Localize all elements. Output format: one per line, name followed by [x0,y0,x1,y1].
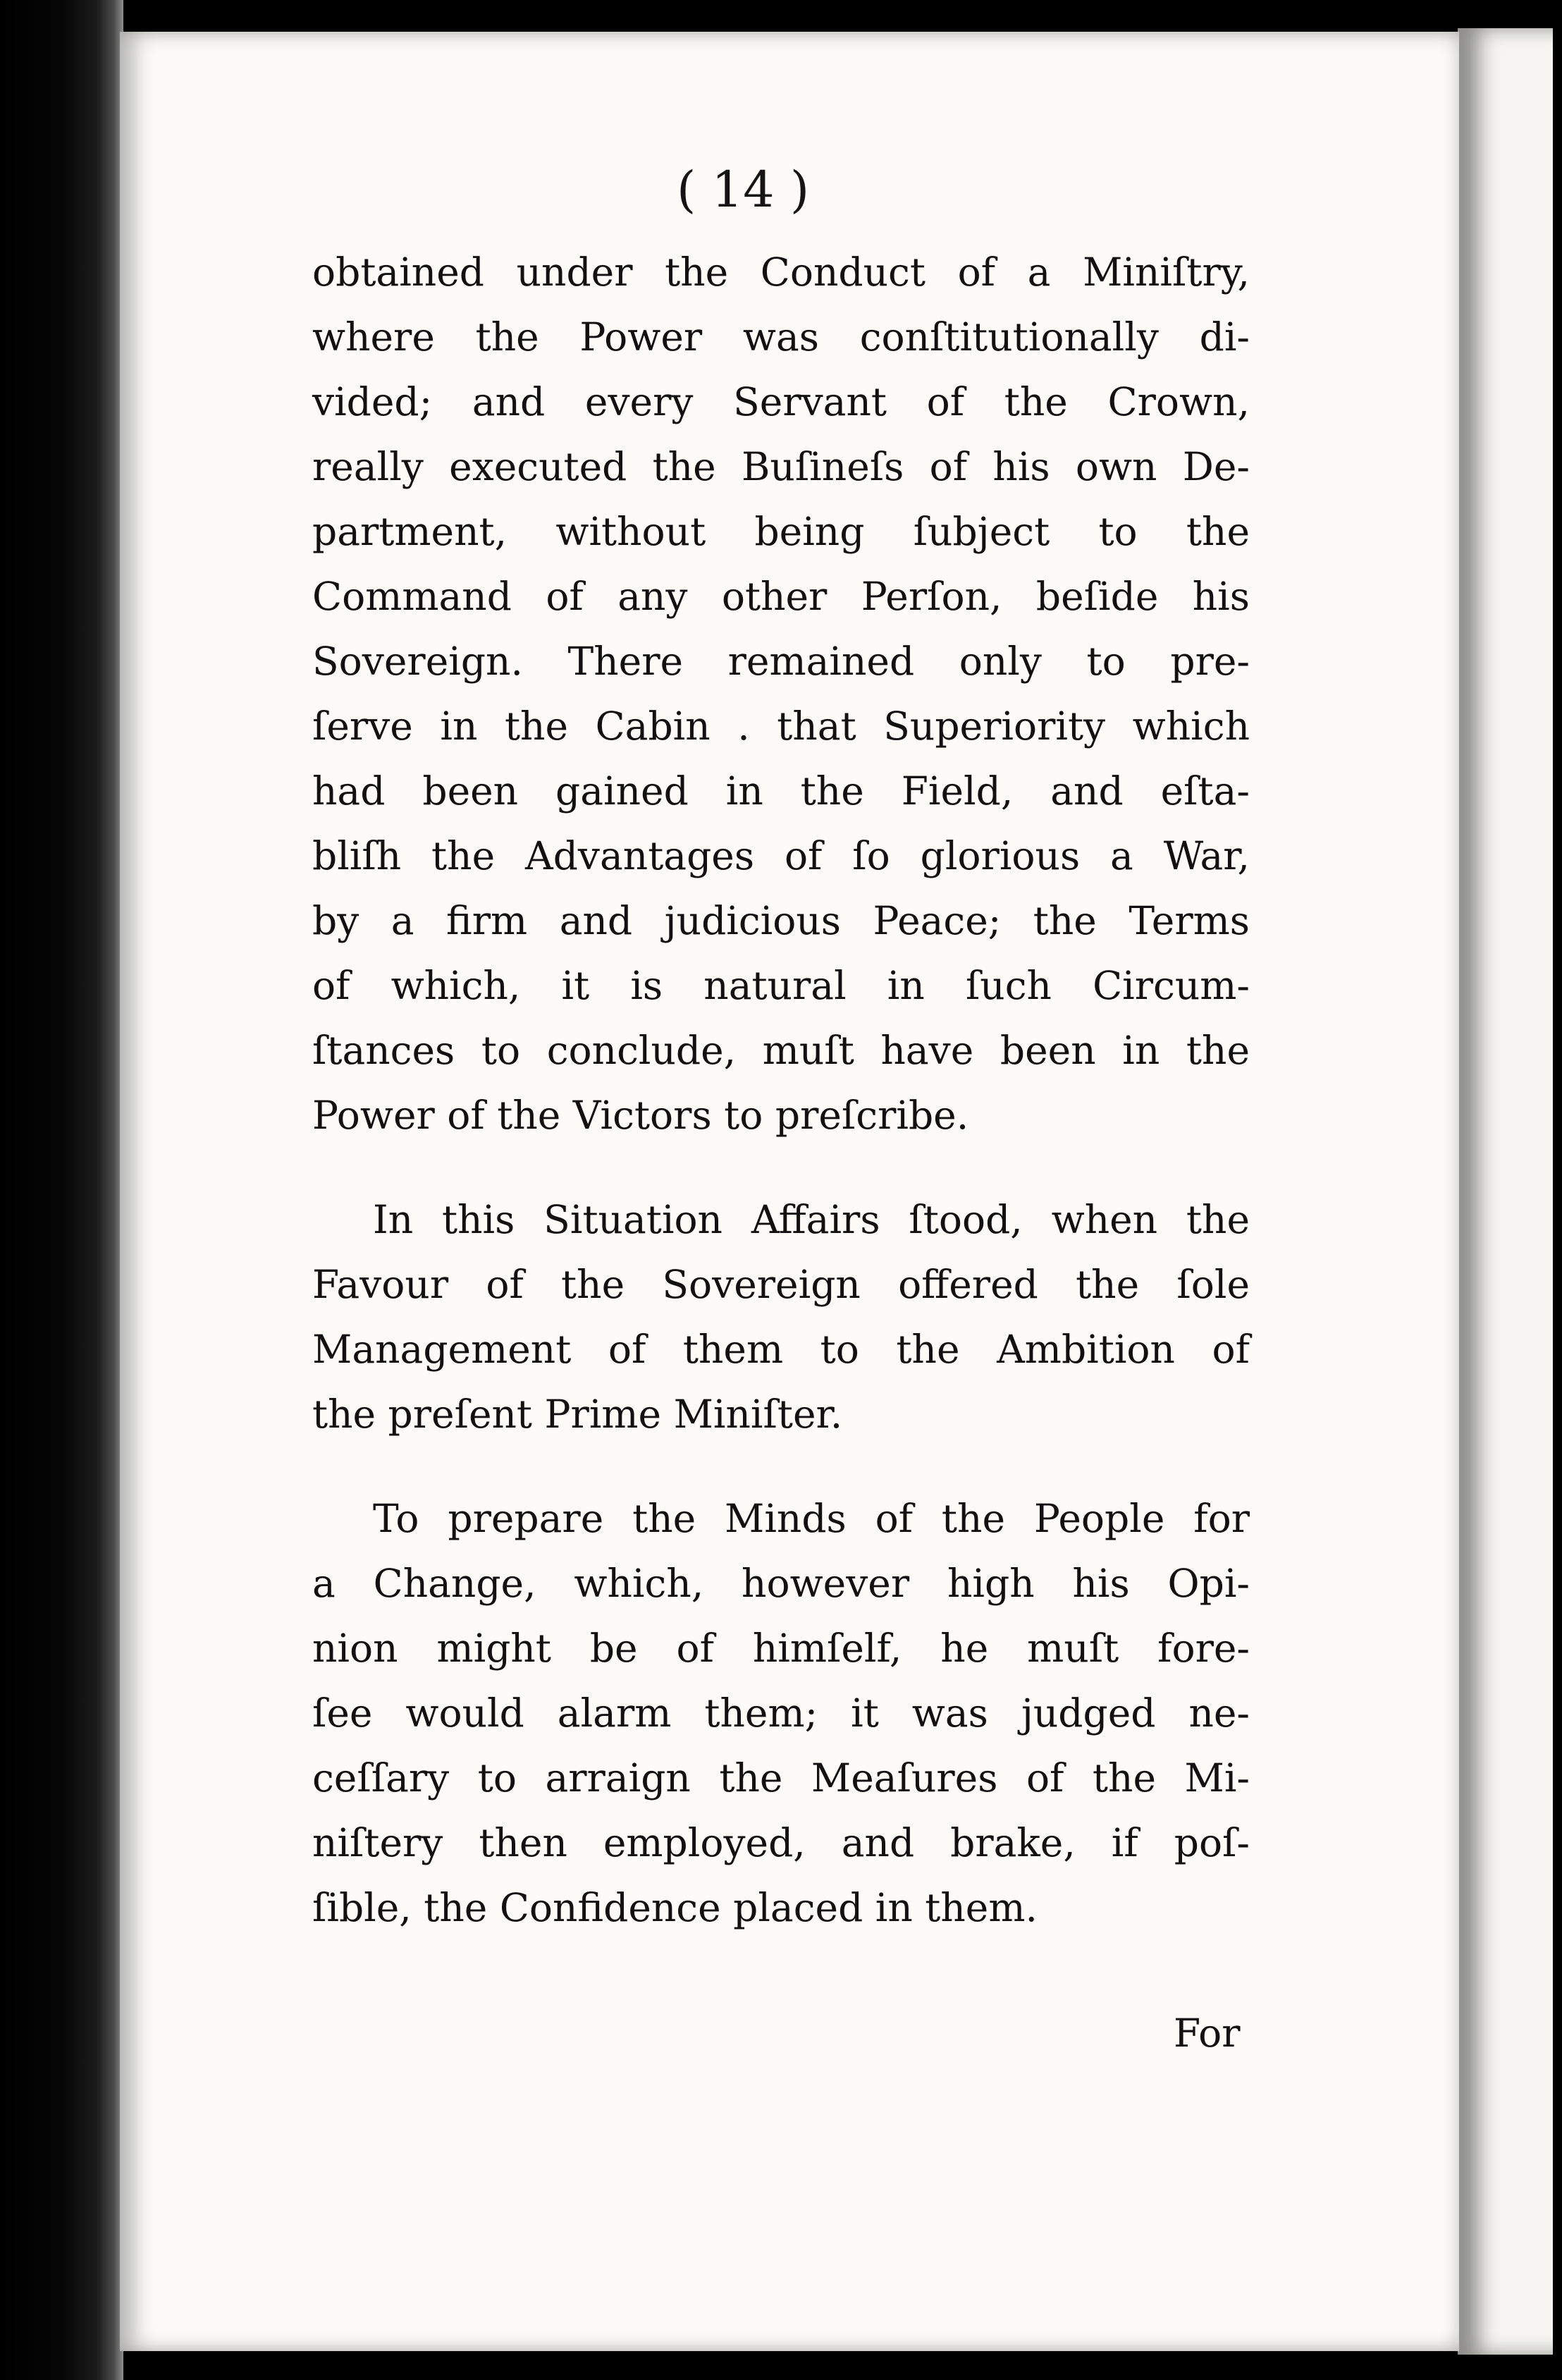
text-line: ſible, the Confidence placed in them. [312,1885,1038,1930]
text-line: Management of them to the Ambition of [312,1327,1250,1372]
paragraph-gap [312,1447,1250,1486]
text-line: Power of the Victors to preſcribe. [312,1093,969,1138]
text-line: really executed the Buſineſs of his own De- [312,444,1250,489]
book-binding-edge [0,0,123,2380]
text-line: of which, it is natural in ſuch Circum- [312,963,1250,1008]
text-line: In this Situation Affairs ſtood, when the [373,1197,1250,1242]
text-line: had been gained in the Field, and eſta- [312,768,1250,814]
text-line: ceſſary to arraign the Meaſures of the Mi- [312,1755,1250,1801]
text-line: To prepare the Minds of the People for [373,1496,1250,1541]
facing-page-edge [1458,28,1553,2355]
text-line: by a firm and judicious Peace; the Terms [312,898,1250,943]
paragraph [312,240,1250,1148]
text-line: ſerve in the Cabin . that Superiority which [312,704,1250,749]
body-text [312,240,1250,1940]
text-line: nion might be of himſelf, he muſt fore- [312,1626,1250,1671]
text-line: a Change, which, however high his Opi- [312,1561,1250,1606]
text-line: Favour of the Sovereign offered the ſole [312,1262,1250,1307]
text-line: niſtery then employed, and brake, if poſ- [312,1820,1250,1865]
text-line: partment, without being ſubject to the [312,509,1250,554]
text-line: ſee would alarm them; it was judged ne- [312,1691,1250,1736]
text-line: the preſent Prime Miniſter. [312,1392,843,1437]
text-line: bliſh the Advantages of ſo glorious a War, [312,833,1250,878]
paragraph-gap [312,1148,1250,1187]
text-line: Sovereign. There remained only to pre- [312,639,1250,684]
text-line: obtained under the Conduct of a Miniſtry, [312,250,1250,295]
text-line: Command of any other Perſon, beſide his [312,574,1250,619]
paragraph [312,1486,1250,1940]
text-line: where the Power was conſtitutionally di- [312,314,1250,360]
text-line: ſtances to conclude, muſt have been in the [312,1028,1250,1073]
catchword: For [1174,2011,1241,2056]
text-line: vided; and every Servant of the Crown, [312,379,1250,424]
page-number: ( 14 ) [677,161,810,219]
paragraph [312,1187,1250,1447]
